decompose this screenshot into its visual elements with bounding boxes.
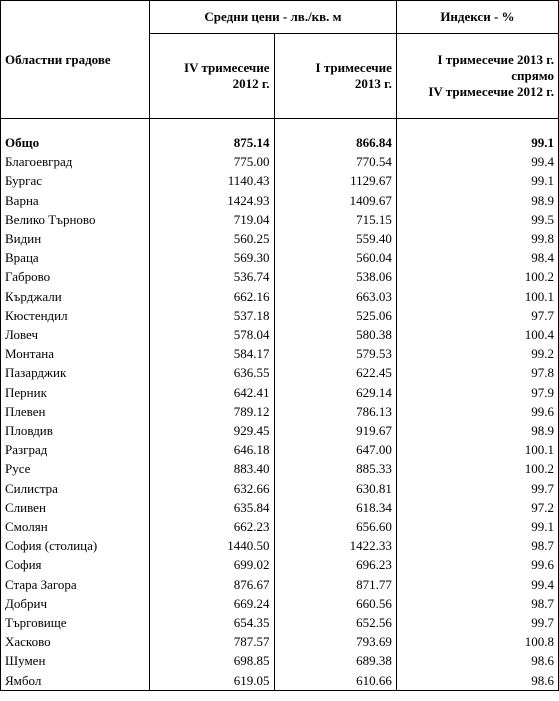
price-index: 100.1 — [396, 440, 558, 459]
price-q1-2013: 652.56 — [274, 613, 396, 632]
total-index: 99.1 — [396, 133, 558, 152]
price-q4-2012: 699.02 — [150, 555, 274, 574]
city-name: Разград — [1, 440, 150, 459]
price-q1-2013: 525.06 — [274, 306, 396, 325]
price-index: 98.7 — [396, 536, 558, 555]
city-name: Пазарджик — [1, 363, 150, 382]
q4-2012-header-line: 2012 г. — [232, 76, 270, 91]
city-name: Смолян — [1, 517, 150, 536]
table-row — [1, 651, 559, 670]
price-q4-2012: 578.04 — [150, 325, 274, 344]
city-name: Кърджали — [1, 287, 150, 306]
q1-2013-header-line: 2013 г. — [354, 76, 392, 91]
city-name: София (столица) — [1, 536, 150, 555]
price-index: 99.6 — [396, 402, 558, 421]
price-q1-2013: 770.54 — [274, 152, 396, 171]
table-row — [1, 267, 559, 286]
price-q1-2013: 656.60 — [274, 517, 396, 536]
total-q1-2013: 866.84 — [274, 133, 396, 152]
price-q4-2012: 662.16 — [150, 287, 274, 306]
price-index: 99.1 — [396, 517, 558, 536]
price-index: 99.6 — [396, 555, 558, 574]
price-q1-2013: 580.38 — [274, 325, 396, 344]
price-q4-2012: 775.00 — [150, 152, 274, 171]
price-q1-2013: 786.13 — [274, 402, 396, 421]
city-name: Видин — [1, 229, 150, 248]
price-index: 98.9 — [396, 421, 558, 440]
total-row — [1, 133, 559, 152]
price-q1-2013: 630.81 — [274, 479, 396, 498]
index-header — [396, 34, 558, 119]
price-q4-2012: 929.45 — [150, 421, 274, 440]
price-q4-2012: 1140.43 — [150, 171, 274, 190]
price-q1-2013: 1409.67 — [274, 191, 396, 210]
table-row — [1, 344, 559, 363]
price-q1-2013: 579.53 — [274, 344, 396, 363]
city-name: Габрово — [1, 267, 150, 286]
price-q4-2012: 569.30 — [150, 248, 274, 267]
region-header: Областни градове — [1, 1, 150, 119]
table-row — [1, 363, 559, 382]
table-row — [1, 613, 559, 632]
price-index: 100.4 — [396, 325, 558, 344]
q4-2012-header — [150, 34, 274, 119]
city-name: Враца — [1, 248, 150, 267]
table-row — [1, 536, 559, 555]
spacer-cell — [1, 119, 150, 134]
price-index: 99.7 — [396, 613, 558, 632]
spacer-cell — [396, 119, 558, 134]
city-name: София — [1, 555, 150, 574]
table-row — [1, 594, 559, 613]
city-name: Монтана — [1, 344, 150, 363]
city-name: Плевен — [1, 402, 150, 421]
price-q1-2013: 647.00 — [274, 440, 396, 459]
city-name: Шумен — [1, 651, 150, 670]
city-name: Кюстендил — [1, 306, 150, 325]
q1-2013-header — [274, 34, 396, 119]
price-q1-2013: 538.06 — [274, 267, 396, 286]
price-q1-2013: 1422.33 — [274, 536, 396, 555]
price-q4-2012: 1440.50 — [150, 536, 274, 555]
price-index: 99.8 — [396, 229, 558, 248]
price-index: 97.9 — [396, 383, 558, 402]
price-q1-2013: 1129.67 — [274, 171, 396, 190]
price-q1-2013: 689.38 — [274, 651, 396, 670]
price-index: 99.7 — [396, 479, 558, 498]
index-header-line: I тримесечие 2013 г. — [437, 52, 554, 67]
price-index: 98.4 — [396, 248, 558, 267]
price-index: 97.8 — [396, 363, 558, 382]
price-index: 99.5 — [396, 210, 558, 229]
table-row — [1, 440, 559, 459]
price-index: 98.7 — [396, 594, 558, 613]
price-index: 100.2 — [396, 267, 558, 286]
total-q4-2012: 875.14 — [150, 133, 274, 152]
price-q4-2012: 789.12 — [150, 402, 274, 421]
spacer-cell — [150, 119, 274, 134]
price-index: 99.2 — [396, 344, 558, 363]
city-name: Пловдив — [1, 421, 150, 440]
price-q4-2012: 584.17 — [150, 344, 274, 363]
q4-2012-header-line: IV тримесечие — [184, 60, 270, 75]
price-q1-2013: 885.33 — [274, 459, 396, 478]
price-q4-2012: 619.05 — [150, 671, 274, 691]
table-body — [1, 119, 559, 691]
avg-prices-header: Средни цени - лв./кв. м — [150, 1, 397, 34]
price-q4-2012: 654.35 — [150, 613, 274, 632]
table-row — [1, 248, 559, 267]
price-index: 99.4 — [396, 575, 558, 594]
price-q1-2013: 793.69 — [274, 632, 396, 651]
table-row — [1, 229, 559, 248]
city-name: Ловеч — [1, 325, 150, 344]
price-q4-2012: 669.24 — [150, 594, 274, 613]
table-row — [1, 517, 559, 536]
price-q1-2013: 871.77 — [274, 575, 396, 594]
price-q4-2012: 636.55 — [150, 363, 274, 382]
price-q4-2012: 537.18 — [150, 306, 274, 325]
city-name: Благоевград — [1, 152, 150, 171]
city-name: Силистра — [1, 479, 150, 498]
city-name: Варна — [1, 191, 150, 210]
price-q4-2012: 646.18 — [150, 440, 274, 459]
table-row — [1, 459, 559, 478]
price-q1-2013: 622.45 — [274, 363, 396, 382]
city-name: Перник — [1, 383, 150, 402]
price-q1-2013: 629.14 — [274, 383, 396, 402]
price-q4-2012: 536.74 — [150, 267, 274, 286]
price-q1-2013: 660.56 — [274, 594, 396, 613]
city-name: Ямбол — [1, 671, 150, 691]
price-q4-2012: 1424.93 — [150, 191, 274, 210]
price-q4-2012: 876.67 — [150, 575, 274, 594]
price-q1-2013: 610.66 — [274, 671, 396, 691]
price-q4-2012: 642.41 — [150, 383, 274, 402]
city-name: Търговище — [1, 613, 150, 632]
index-header-line: IV тримесечие 2012 г. — [428, 84, 554, 99]
price-index: 100.8 — [396, 632, 558, 651]
price-index: 99.4 — [396, 152, 558, 171]
price-q1-2013: 696.23 — [274, 555, 396, 574]
spacer-row — [1, 119, 559, 134]
price-q4-2012: 719.04 — [150, 210, 274, 229]
table-row — [1, 632, 559, 651]
city-name: Стара Загора — [1, 575, 150, 594]
city-name: Русе — [1, 459, 150, 478]
table-row — [1, 575, 559, 594]
city-name: Бургас — [1, 171, 150, 190]
price-index: 97.7 — [396, 306, 558, 325]
table-row — [1, 152, 559, 171]
table-row — [1, 287, 559, 306]
table-row — [1, 498, 559, 517]
price-q1-2013: 559.40 — [274, 229, 396, 248]
price-q1-2013: 618.34 — [274, 498, 396, 517]
price-index: 100.2 — [396, 459, 558, 478]
price-q1-2013: 919.67 — [274, 421, 396, 440]
price-index: 98.9 — [396, 191, 558, 210]
price-q1-2013: 560.04 — [274, 248, 396, 267]
price-q4-2012: 883.40 — [150, 459, 274, 478]
table-row — [1, 191, 559, 210]
price-index: 99.1 — [396, 171, 558, 190]
price-q4-2012: 698.85 — [150, 651, 274, 670]
table-row — [1, 306, 559, 325]
price-index: 98.6 — [396, 671, 558, 691]
price-q1-2013: 715.15 — [274, 210, 396, 229]
indices-header: Индекси - % — [396, 1, 558, 34]
price-q4-2012: 635.84 — [150, 498, 274, 517]
table-row — [1, 479, 559, 498]
city-name: Сливен — [1, 498, 150, 517]
price-q4-2012: 560.25 — [150, 229, 274, 248]
table-row — [1, 555, 559, 574]
city-name: Добрич — [1, 594, 150, 613]
spacer-cell — [274, 119, 396, 134]
price-q4-2012: 632.66 — [150, 479, 274, 498]
header-group-row — [1, 1, 559, 34]
table-row — [1, 210, 559, 229]
table-row — [1, 325, 559, 344]
index-header-line: спрямо — [511, 68, 554, 83]
q1-2013-header-line: I тримесечие — [315, 60, 392, 75]
total-name: Общо — [1, 133, 150, 152]
table-row — [1, 402, 559, 421]
price-q4-2012: 662.23 — [150, 517, 274, 536]
table-header — [1, 1, 559, 119]
price-index: 98.6 — [396, 651, 558, 670]
price-q4-2012: 787.57 — [150, 632, 274, 651]
price-index: 100.1 — [396, 287, 558, 306]
price-q1-2013: 663.03 — [274, 287, 396, 306]
table-row — [1, 671, 559, 691]
price-index: 97.2 — [396, 498, 558, 517]
table-row — [1, 383, 559, 402]
table-row — [1, 421, 559, 440]
city-name: Хасково — [1, 632, 150, 651]
city-name: Велико Търново — [1, 210, 150, 229]
table-row — [1, 171, 559, 190]
